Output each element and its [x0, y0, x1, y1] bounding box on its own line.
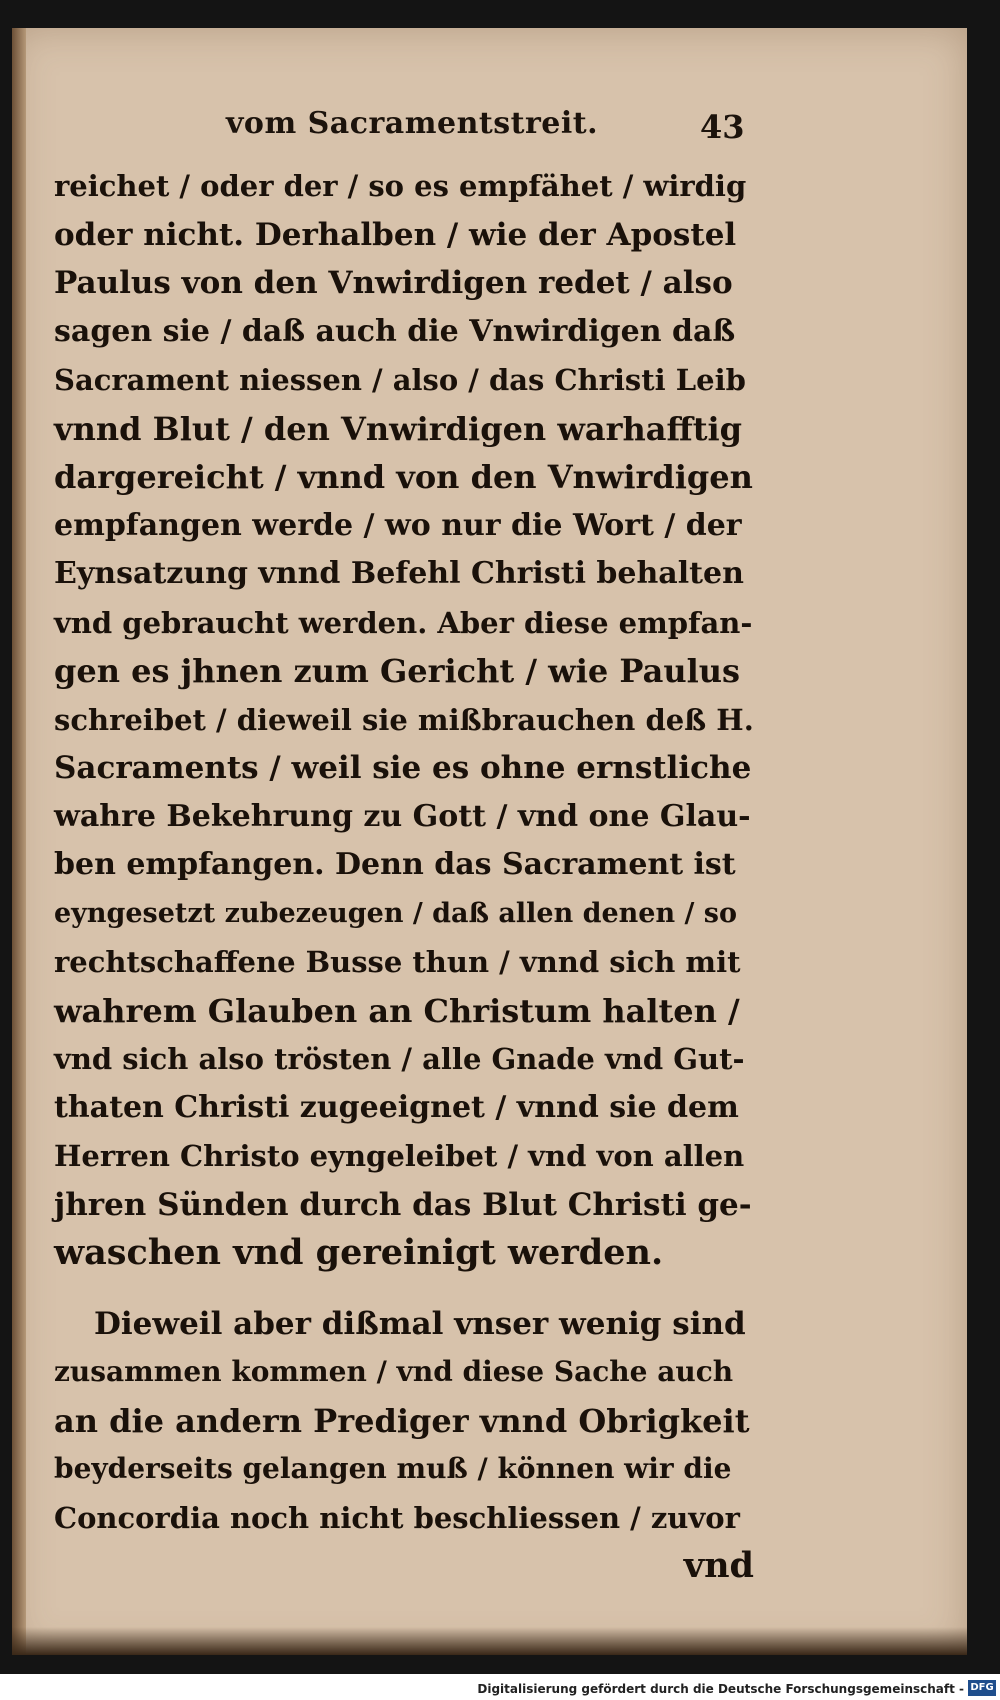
paragraph-1 [54, 162, 754, 1278]
dfg-logo-icon: DFG [968, 1680, 996, 1696]
text-line: vnd sich also trösten / alle Gnade vnd Gut- [54, 1042, 745, 1076]
text-line: sagen sie / daß auch die Vnwirdigen daß [54, 313, 736, 349]
paragraph-2 [54, 1300, 754, 1543]
text-line: wahrem Glauben an Christum halten / [54, 991, 740, 1030]
text-line: eyngesetzt zubezeugen / daß allen denen / so [54, 897, 737, 929]
text-line: ben empfangen. Denn das Sacrament ist [54, 847, 736, 882]
page-number: 43 [700, 108, 745, 146]
text-line: Sacraments / weil sie es ohne ernstliche [54, 750, 752, 786]
text-block [54, 162, 754, 1591]
text-line: Dieweil aber dißmal vnser wenig sind [94, 1305, 746, 1342]
page-binding-edge [12, 28, 26, 1655]
text-line: vnd gebraucht werden. Aber diese empfan- [54, 605, 753, 640]
text-line: Paulus von den Vnwirdigen redet / also [54, 265, 733, 301]
catchword: vnd [683, 1545, 754, 1586]
text-line: dargereicht / vnnd von den Vnwirdigen [54, 458, 753, 496]
text-line: empfangen werde / wo nur die Wort / der [54, 507, 742, 543]
text-line: rechtschaffene Busse thun / vnnd sich mit [54, 945, 741, 979]
text-line: thaten Christi zugeeignet / vnnd sie dem [54, 1089, 739, 1125]
page-header [12, 106, 967, 146]
page-bottom-edge [12, 1627, 967, 1655]
text-line: zusammen kommen / vnd diese Sache auch [54, 1355, 734, 1388]
running-head: vom Sacramentstreit. [226, 106, 599, 141]
digitization-footer [0, 1674, 1000, 1700]
text-line: vnnd Blut / den Vnwirdigen warhafftig [54, 409, 743, 448]
text-line: reichet / oder der / so es empfähet / wirdig [54, 169, 747, 203]
text-line: Eynsatzung vnnd Befehl Christi behalten [54, 556, 744, 591]
text-line: oder nicht. Derhalben / wie der Apostel [54, 216, 737, 253]
text-line: gen es jhnen zum Gericht / wie Paulus [54, 652, 741, 690]
text-line: an die andern Prediger vnnd Obrigkeit [54, 1401, 750, 1440]
funding-credit: Digitalisierung gefördert durch die Deutsche Forschungsgemeinschaft - [477, 1682, 964, 1696]
text-line: wahre Bekehrung zu Gott / vnd one Glau- [54, 798, 751, 834]
text-line: jhren Sünden durch das Blut Christi ge- [54, 1186, 752, 1223]
text-line: Herren Christo eyngeleibet / vnd von allen [54, 1139, 745, 1173]
text-line: Sacrament niessen / also / das Christi Leib [54, 363, 746, 397]
text-line: beyderseits gelangen muß / können wir die [54, 1452, 732, 1485]
text-line: Concordia noch nicht beschliessen / zuvor [54, 1500, 740, 1535]
book-page [12, 28, 967, 1655]
paragraph-gap [54, 1278, 754, 1300]
text-line: waschen vnd gereinigt werden. [54, 1232, 664, 1273]
text-line: schreibet / dieweil sie mißbrauchen deß H. [54, 702, 754, 737]
